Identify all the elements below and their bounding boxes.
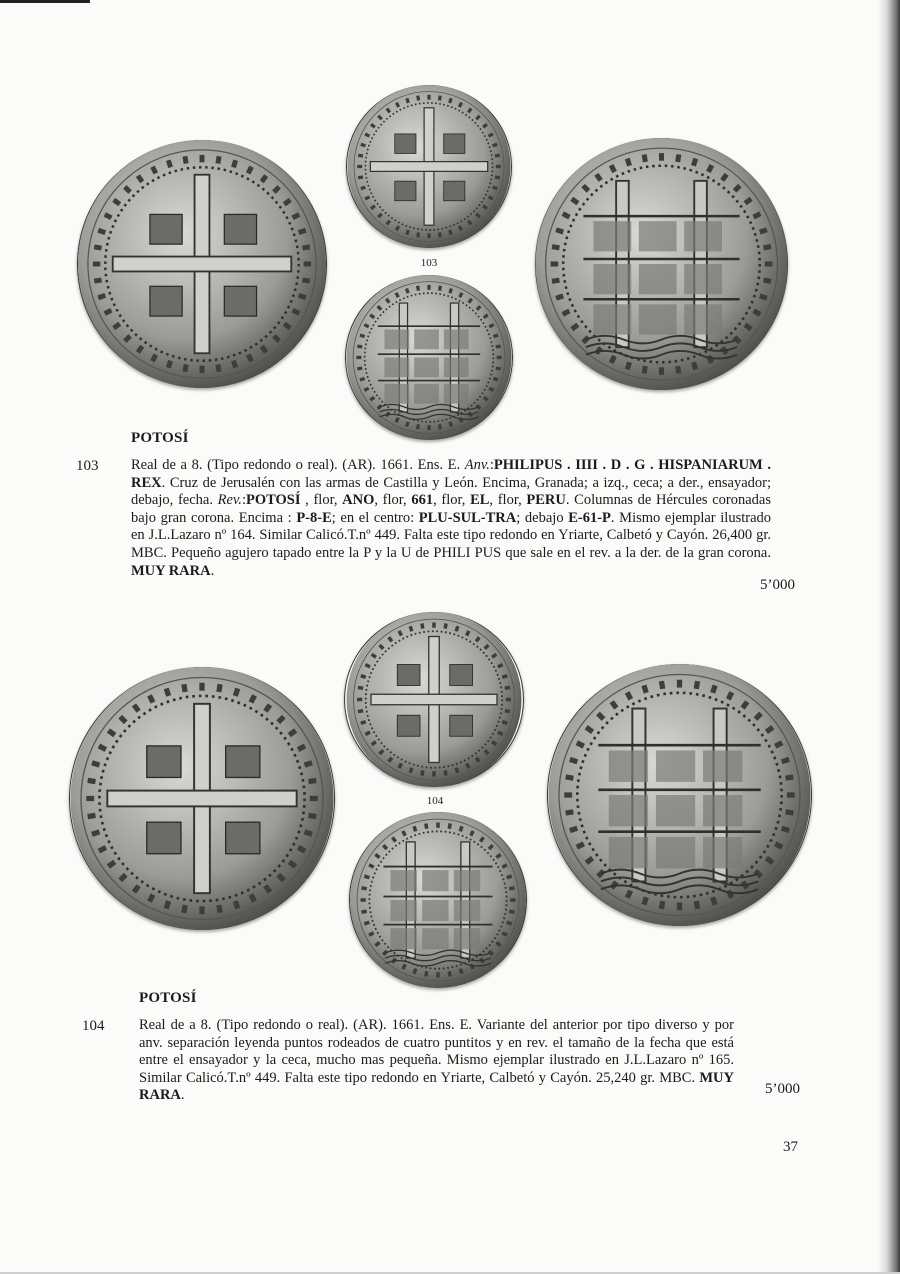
coin-104-reverse-large (547, 664, 812, 926)
description-run: , flor, (433, 492, 471, 509)
page-edge-mark (0, 0, 90, 3)
description-run: . Columnas de Hércules coronadas bajo gran corona. Encima : (131, 492, 771, 526)
description-run: , flor, (374, 492, 412, 509)
description-run: . (180, 1087, 185, 1104)
description-run: Anv. (464, 457, 490, 473)
description-run: EL (470, 492, 490, 509)
description-run: Real de a 8. (Tipo redondo o real). (AR). 1661. Ens. E. Variante del anterior por tipo diverso y por anv. separación leyenda puntos rodeados de cuatro puntitos y en rev. el tamaño de la fecha que está entre el ensayador y la ceca, mucho mas pequeña. Mismo ejemplar ilustrado en J.L.Lazaro nº 165. Similar Calicó.T.nº 449. Falta este tipo redondo en Yriarte, Calbetó y Cayón. 25,240 gr. MBC. (139, 1017, 734, 1086)
lot-104-number: 104 (82, 1018, 105, 1034)
lot-104-description (139, 1017, 734, 1105)
description-run: ANO (342, 492, 375, 509)
coin-103-obverse-small (346, 85, 512, 248)
description-run: P-8-E (296, 509, 332, 526)
description-run: . Mismo ejemplar ilustrado en J.L.Lazaro nº 164. Similar Calicó.T.nº 449. Falta este tipo redondo en Yriarte, Calbetó y Cayón. 26,400 gr. MBC. Pequeño agujero tapado entre la P y la U de PHILI PUS que sale en el rev. a la der. de la gran corona. (131, 509, 772, 561)
lot-103-description (131, 457, 771, 580)
description-run: : (489, 457, 494, 473)
description-run: MUY RARA (131, 562, 211, 579)
description-run: , flor, (300, 492, 343, 509)
description-run: ; debajo (516, 509, 569, 526)
description-run: : (241, 492, 246, 509)
coin-104-obverse-small (344, 612, 524, 787)
page-number: 37 (783, 1139, 798, 1155)
lot-104-price: 5’000 (765, 1081, 800, 1097)
description-run: Real de a 8. (Tipo redondo o real). (AR). 1661. Ens. E. (131, 457, 465, 473)
coin-104-reverse-small (349, 812, 527, 988)
coin-103-label: 103 (420, 257, 438, 269)
lot-103-number: 103 (76, 458, 99, 474)
description-run: , flor, (489, 492, 527, 509)
description-run: Rev. (217, 492, 242, 509)
description-run: PLU-SUL-TRA (418, 509, 517, 526)
description-run: PHILIPUS . IIII . D . G . HISPANIARUM . REX (131, 457, 771, 491)
lot-104-mint-heading: POTOSÍ (139, 990, 197, 1006)
coin-103-reverse-large (535, 138, 788, 390)
description-run: E-61-P (568, 509, 611, 526)
coin-103-obverse-large (77, 140, 327, 388)
coin-103-reverse-small (345, 275, 513, 440)
description-run: . Cruz de Jerusalén con las armas de Castilla y León. Encima, Granada; a izq., ceca; a der., ensayador; debajo, fecha. (131, 474, 771, 509)
description-run: . (210, 562, 215, 579)
page-gutter-shadow (878, 0, 900, 1274)
description-run: 661 (411, 492, 434, 509)
lot-103-price: 5’000 (760, 577, 795, 593)
description-run: ; en el centro: (331, 509, 419, 526)
description-run: PERU (526, 492, 566, 509)
description-run: MUY RARA (139, 1069, 734, 1104)
coin-104-label: 104 (426, 795, 444, 807)
description-run: POTOSÍ (245, 492, 301, 509)
lot-103-mint-heading: POTOSÍ (131, 430, 189, 446)
coin-104-obverse-large (69, 667, 335, 930)
